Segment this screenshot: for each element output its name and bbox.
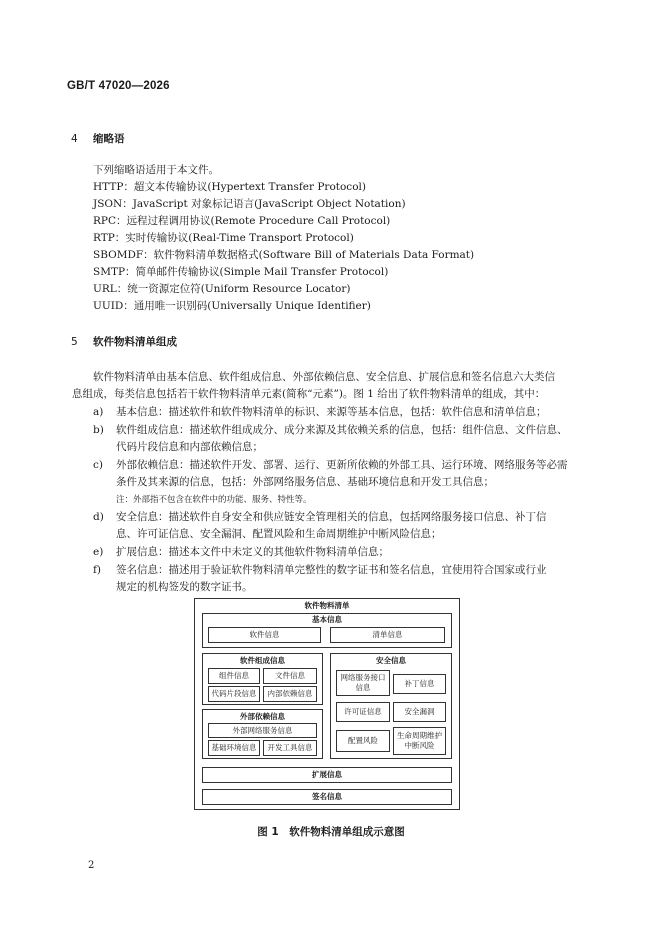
abbreviation-item: JSON：JavaScript 对象标记语言(JavaScript Object Notation) — [93, 198, 406, 210]
file-info-cell: 文件信息 — [263, 668, 317, 684]
section-title: 软件物料清单组成 — [93, 336, 177, 348]
base-environment-info-cell: 基础环境信息 — [208, 740, 260, 756]
paragraph-line: 息组成，每类信息包括若干软件物料清单元素(简称“元素”)。图 1 给出了软件物料清单的组成，其中： — [72, 388, 546, 400]
list-marker: d) — [93, 511, 104, 523]
list-item-line: 安全信息：描述软件自身安全和供应链安全管理相关的信息，包括网络服务接口信息、补丁信 — [116, 511, 547, 523]
paragraph-line: 软件物料清单由基本信息、软件组成信息、外部依赖信息、安全信息、扩展信息和签名信息六大类信 — [93, 371, 555, 383]
figure-caption: 图 1 软件物料清单组成示意图 — [257, 826, 405, 838]
note: 注：外部指不包含在软件中的功能、服务、特性等。 — [116, 495, 312, 505]
abbreviation-item: HTTP：超文本传输协议(Hypertext Transfer Protocol) — [93, 181, 366, 193]
software-info-cell: 软件信息 — [208, 627, 321, 643]
list-item-line: 代码片段信息和内部依赖信息； — [116, 441, 263, 453]
standard-number: GB/T 47020—2026 — [67, 80, 170, 92]
list-marker: c) — [93, 459, 103, 471]
list-item-line: 基本信息：描述软件和软件物料清单的标识、来源等基本信息，包括：软件信息和清单信息； — [116, 406, 547, 418]
list-item-line: 条件及其来源的信息，包括：外部网络服务信息、基础环境信息和开发工具信息； — [116, 476, 494, 488]
list-item-line: 规定的机构签发的数字证书。 — [116, 581, 253, 593]
list-marker: b) — [93, 424, 104, 436]
internal-dependency-info-cell: 内部依赖信息 — [263, 686, 317, 702]
list-item-line: 息、许可证信息、安全漏洞、配置风险和生命周期维护中断风险信息； — [116, 528, 442, 540]
dev-tool-info-cell: 开发工具信息 — [263, 740, 317, 756]
list-marker: a) — [93, 406, 104, 418]
section-5-heading — [71, 334, 177, 349]
section-number: 4 — [71, 133, 78, 145]
code-snippet-info-cell: 代码片段信息 — [208, 686, 260, 702]
basic-info-title: 基本信息 — [312, 615, 342, 624]
external-network-service-cell: 外部网络服务信息 — [208, 723, 317, 738]
list-marker: e) — [93, 546, 104, 558]
security-info-title: 安全信息 — [376, 656, 406, 665]
list-item-line: 扩展信息：描述本文件中未定义的其他软件物料清单信息； — [116, 546, 389, 558]
license-info-cell: 许可证信息 — [336, 702, 390, 722]
manifest-info-cell: 清单信息 — [330, 627, 445, 643]
abbreviation-item: URL：统一资源定位符(Uniform Resource Locator) — [93, 283, 351, 295]
composition-info-title: 软件组成信息 — [240, 656, 285, 665]
external-dependency-title: 外部依赖信息 — [240, 712, 285, 721]
configuration-risk-cell: 配置风险 — [336, 730, 390, 752]
page-number: 2 — [88, 860, 95, 871]
lifecycle-interruption-risk-cell: 生命周期维护 中断风险 — [393, 727, 446, 755]
abbreviation-item: RTP：实时传输协议(Real-Time Transport Protocol) — [93, 232, 354, 244]
list-marker: f) — [93, 564, 101, 576]
diagram-title: 软件物料清单 — [304, 601, 350, 610]
section-title: 缩略语 — [93, 133, 125, 145]
network-interface-info-cell: 网络服务接口 信息 — [336, 670, 390, 696]
security-vulnerability-cell: 安全漏洞 — [393, 702, 446, 722]
section-4-intro: 下列缩略语适用于本文件。 — [93, 164, 219, 176]
abbreviation-item: SMTP：简单邮件传输协议(Simple Mail Transfer Protocol) — [93, 266, 389, 278]
signature-info-bar: 签名信息 — [202, 789, 452, 805]
extension-info-bar: 扩展信息 — [202, 767, 452, 783]
patch-info-cell: 补丁信息 — [393, 674, 446, 694]
sbom-composition-diagram — [194, 598, 460, 810]
list-item-line: 软件组成信息：描述软件组成成分、成分来源及其依赖关系的信息，包括：组件信息、文件信息、 — [116, 424, 568, 436]
section-number: 5 — [71, 336, 78, 348]
abbreviation-item: SBOMDF：软件物料清单数据格式(Software Bill of Materials Data Format) — [93, 249, 475, 261]
component-info-cell: 组件信息 — [208, 668, 260, 684]
list-item-line: 外部依赖信息：描述软件开发、部署、运行、更新所依赖的外部工具、运行环境、网络服务等必需 — [116, 459, 568, 471]
section-4-heading — [71, 131, 125, 146]
list-item-line: 签名信息：描述用于验证软件物料清单完整性的数字证书和签名信息，宜使用符合国家或行业 — [116, 564, 547, 576]
abbreviation-item: RPC：远程过程调用协议(Remote Procedure Call Protocol) — [93, 215, 391, 227]
abbreviation-item: UUID：通用唯一识别码(Universally Unique Identifier) — [93, 300, 371, 312]
